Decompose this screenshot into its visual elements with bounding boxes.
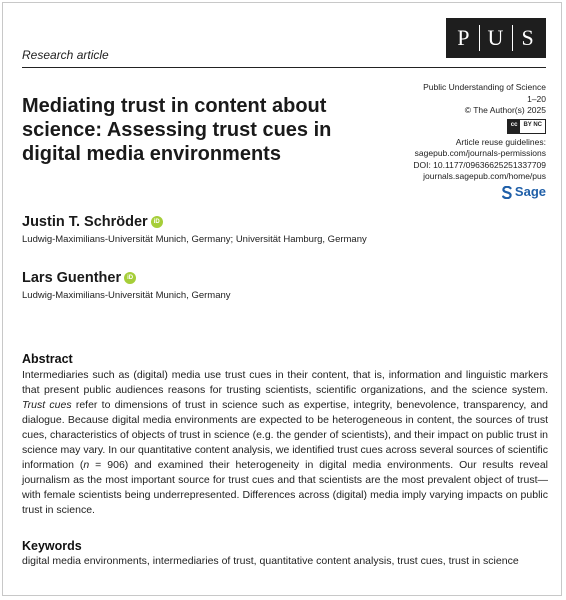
title-line: digital media environments — [22, 143, 281, 165]
cc-license-icon — [507, 119, 546, 134]
journal-logo — [446, 18, 546, 58]
abstract-text: Intermediaries such as (digital) media use trust cues in their content, that is, information and linguistic markers that present public audiences reasons for trusting scientists, scientific organizations, and the science system. Trust cues refer to dimensions of trust in science such as expertise, integrity, benevolence, transparency, and dialogue. Because digital media environments are expected to be heterogeneous in content, the sources of trust cues, characteristics of objects of trust in science (e.g. the gender of scientists), and their impact on public trust in science may vary. In our quantitative content analysis, we identified trust cues across several sources of scientific information (n = 906) and examined their heterogeneity in digital media environments. Our results reveal journalism as the most important source for trust cues and that scientists are the most prevalent object of trust—with female scientists being underrepresented. Differences across (digital) media imply varying impacts on public trust in science. — [22, 369, 549, 516]
reuse-label: Article reuse guidelines: — [455, 136, 546, 147]
author-affiliation: Ludwig-Maximilians-Universität Munich, Germany — [22, 290, 231, 301]
doi[interactable]: DOI: 10.1177/09636625251337709 — [413, 159, 546, 170]
title-line: science: Assessing trust cues in — [22, 119, 332, 141]
publisher-name: Sage — [514, 184, 546, 200]
reuse-link[interactable]: sagepub.com/journals-permissions — [414, 148, 546, 158]
author-name: Lars Guenther iD — [22, 270, 136, 286]
cc-badge-left: cc — [508, 120, 521, 133]
abstract-heading: Abstract — [22, 352, 73, 366]
cc-badge-right: BY NC — [523, 122, 542, 129]
page-range: 1–20 — [527, 93, 546, 104]
orcid-icon[interactable]: iD — [124, 272, 136, 284]
keywords-heading: Keywords — [22, 539, 82, 553]
article-title — [22, 94, 382, 166]
header-rule — [22, 67, 546, 68]
journal-logo-letter: P — [457, 25, 471, 50]
abstract-term: Trust cues — [22, 399, 72, 411]
author-name: Justin T. Schröder iD — [22, 214, 163, 230]
article-type: Research article — [22, 48, 109, 62]
journal-meta — [376, 82, 546, 202]
journal-logo-divider — [512, 25, 513, 51]
journal-logo-letter: S — [521, 25, 535, 50]
journal-name: Public Understanding of Science — [423, 82, 546, 92]
title-line: Mediating trust in content about — [22, 95, 327, 117]
copyright: © The Author(s) 2025 — [464, 105, 546, 115]
journal-logo-letter: U — [487, 25, 505, 50]
orcid-icon[interactable]: iD — [151, 216, 163, 228]
sage-logo — [502, 186, 546, 199]
author-affiliation: Ludwig-Maximilians-Universität Munich, Germany; Universität Hamburg, Germany — [22, 234, 367, 245]
sample-size-symbol: n — [83, 459, 90, 471]
keywords-text: digital media environments, intermediaries of trust, quantitative content analysis, trust cues, trust in science — [22, 555, 519, 567]
journal-url[interactable]: journals.sagepub.com/home/pus — [423, 171, 546, 181]
journal-logo-divider — [479, 25, 480, 51]
sage-s-icon — [502, 186, 512, 199]
